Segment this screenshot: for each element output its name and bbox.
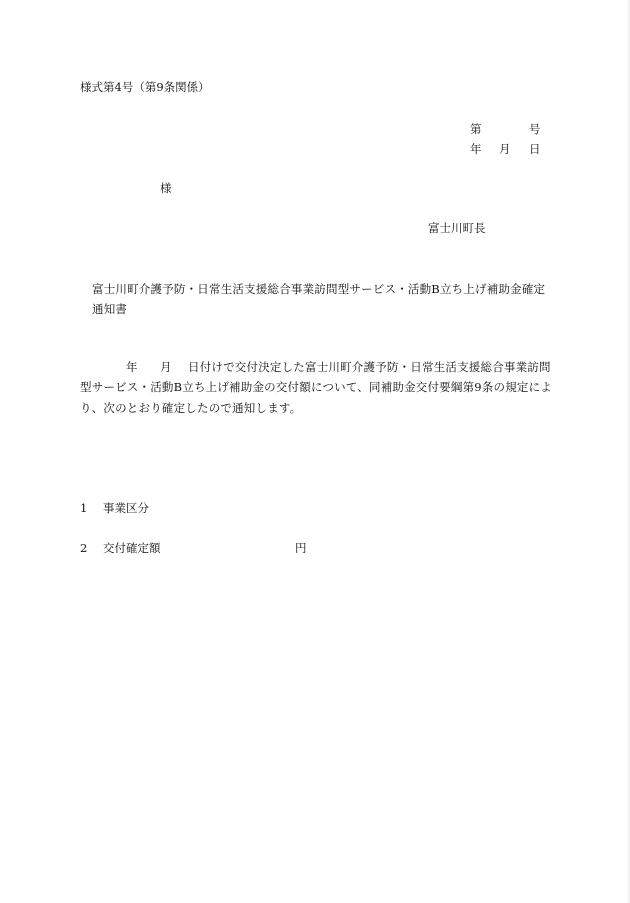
- body-line3: り、次のとおり確定したので通知します。: [80, 401, 302, 415]
- body-month: 月: [160, 360, 172, 374]
- document-title-line1: 富士川町介護予防・日常生活支援総合事業訪問型サービス・活動B立ち上げ補助金確定: [92, 282, 546, 296]
- body-line1: 日付けで交付決定した富士川町介護予防・日常生活支援総合事業訪問: [188, 360, 551, 374]
- form-number: 様式第4号（第9条関係）: [80, 80, 210, 94]
- addressee-suffix: 様: [160, 181, 172, 195]
- item-1-label: 事業区分: [103, 501, 149, 515]
- number-suffix: 号: [529, 122, 541, 136]
- number-prefix: 第: [470, 122, 482, 136]
- date-day: 日: [529, 142, 541, 156]
- body-year: 年: [126, 360, 138, 374]
- item-1-number: 1: [80, 501, 88, 515]
- item-2-label: 交付確定額: [103, 541, 161, 555]
- item-2-number: 2: [80, 541, 88, 555]
- body-line2: 型サービス・活動B立ち上げ補助金の交付額について、同補助金交付要綱第9条の規定によ: [80, 380, 553, 394]
- item-2-unit: 円: [295, 541, 307, 555]
- document-title-line2: 通知書: [92, 302, 128, 316]
- issuer-name: 富士川町長: [428, 221, 486, 235]
- date-year: 年: [470, 142, 482, 156]
- date-month: 月: [499, 142, 511, 156]
